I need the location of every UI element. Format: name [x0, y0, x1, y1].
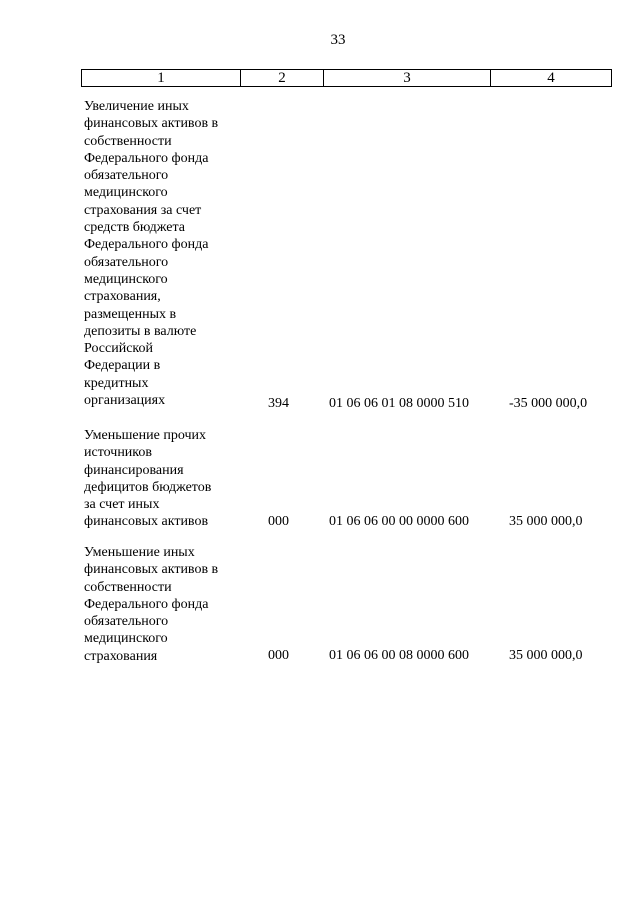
- row-name: Увеличение иных финансовых активов в собственности Федерального фонда обязательного медицинского страхования за счет средств бюджета Федерального фонда обязательного медицинского страхования, размещенных в депозиты в валюте Российской Федерации в кредитных организациях: [84, 99, 219, 409]
- row-budget-code: 01 06 06 00 08 0000 600: [329, 648, 469, 663]
- page-number: 33: [330, 32, 346, 48]
- row-sum: 35 000 000,0: [509, 514, 583, 529]
- column-header-2: 2: [241, 70, 324, 87]
- row-name: Уменьшение прочих источников финансирования дефицитов бюджетов за счет иных финансовых активов: [84, 428, 212, 530]
- column-header-4: 4: [491, 70, 612, 87]
- column-header-1: 1: [82, 70, 241, 87]
- row-budget-code: 01 06 06 00 00 0000 600: [329, 514, 469, 529]
- column-header-table: [81, 69, 612, 87]
- row-admin-code: 394: [268, 396, 289, 411]
- column-header-3: 3: [324, 70, 491, 87]
- row-admin-code: 000: [268, 648, 289, 663]
- row-sum: 35 000 000,0: [509, 648, 583, 663]
- row-sum: -35 000 000,0: [509, 396, 588, 411]
- column-header-row: [82, 70, 612, 87]
- row-budget-code: 01 06 06 01 08 0000 510: [329, 396, 469, 411]
- row-admin-code: 000: [268, 514, 289, 529]
- row-name: Уменьшение иных финансовых активов в собственности Федерального фонда обязательного медицинского страхования: [84, 545, 219, 664]
